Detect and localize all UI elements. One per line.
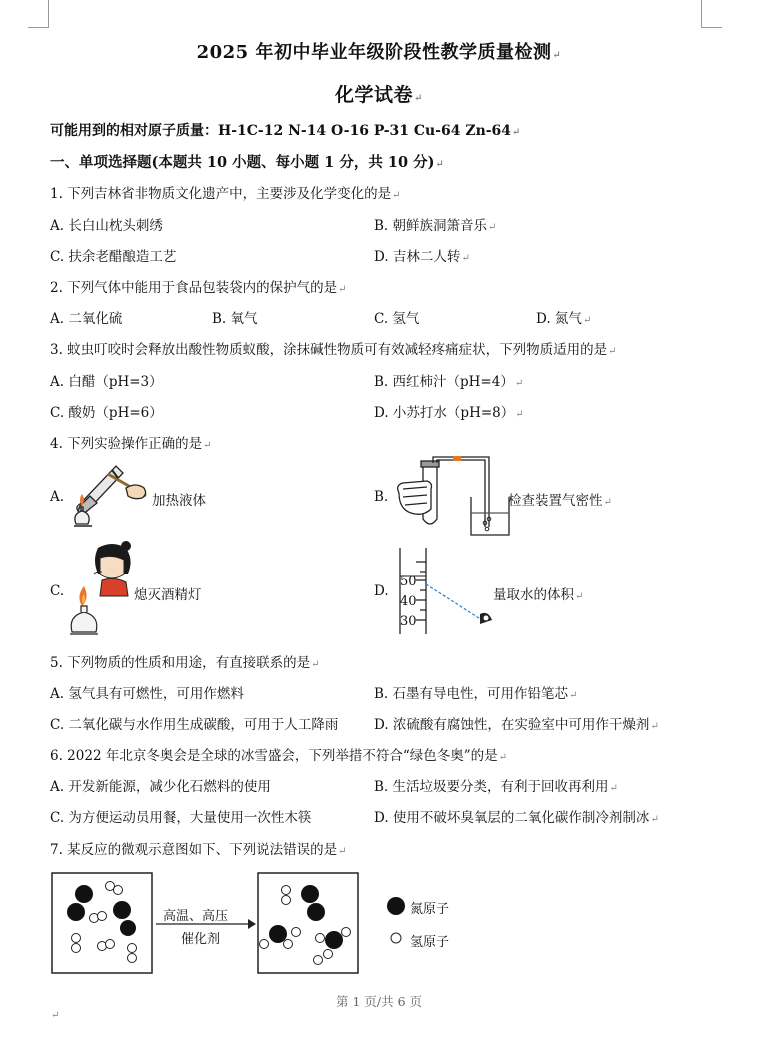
exam-subtitle: 化学试卷↵ <box>335 84 423 106</box>
q2-option-b: B. 氧气 <box>212 311 258 327</box>
question-2-stem: 2. 下列气体中能用于食品包装袋内的保护气的是↵ <box>50 280 347 296</box>
paragraph-mark: ↵ <box>51 1010 60 1021</box>
q2-option-d: D. 氮气↵ <box>536 311 592 327</box>
q6-option-b: B. 生活垃圾要分类，有利于回收再利用↵ <box>374 779 618 795</box>
q5-option-d: D. 浓硫酸有腐蚀性，在实验室中可用作干燥剂↵ <box>374 717 659 733</box>
crop-mark <box>28 27 49 28</box>
q6-option-c: C. 为方便运动员用餐，大量使用一次性木筷 <box>50 810 312 826</box>
q4-caption-c: 熄灭酒精灯 <box>134 587 202 603</box>
q2-option-a: A. 二氧化硫 <box>50 311 123 327</box>
q5-option-a: A. 氢气具有可燃性，可用作燃料 <box>50 686 244 702</box>
q3-option-b: B. 西红柿汁（pH=4）↵ <box>374 374 524 390</box>
q1-option-a: A. 长白山枕头刺绣 <box>50 218 163 234</box>
q2-option-c: C. 氢气 <box>374 311 420 327</box>
q1-option-d: D. 吉林二人转↵ <box>374 249 470 265</box>
q4-caption-b: 检查装置气密性↵ <box>508 493 612 509</box>
legend-nitrogen-atom: 氮原子 <box>410 902 450 917</box>
q4-option-a: A. <box>50 489 65 505</box>
question-4-stem: 4. 下列实验操作正确的是↵ <box>50 436 212 452</box>
cylinder-tick-40: 40 <box>400 594 417 609</box>
nitrogen-atom-symbol <box>387 897 405 915</box>
q6-option-a: A. 开发新能源，减少化石燃料的使用 <box>50 779 271 795</box>
page-footer: 第 1 页/共 6 页 <box>335 994 422 1009</box>
reaction-condition-bottom: 催化剂 <box>181 932 221 947</box>
exam-title: 2025 年初中毕业年级阶段性教学质量检测↵ <box>196 42 562 63</box>
q4-option-b: B. <box>374 489 389 505</box>
q6-option-d: D. 使用不破坏臭氧层的二氧化碳作制冷剂制冰↵ <box>374 810 659 826</box>
cylinder-tick-50: 50 <box>400 574 417 589</box>
q4-caption-d: 量取水的体积↵ <box>493 587 584 603</box>
q3-option-c: C. 酸奶（pH=6） <box>50 405 163 421</box>
reaction-diagram <box>52 872 472 974</box>
legend-hydrogen-atom: 氢原子 <box>410 935 450 950</box>
crop-mark <box>701 27 722 28</box>
section-heading: 一、单项选择题(本题共 10 小题、每小题 1 分，共 10 分)↵ <box>50 154 444 171</box>
question-6-stem: 6. 2022 年北京冬奥会是全球的冰雪盛会，下列举措不符合“绿色冬奥”的是↵ <box>50 748 508 764</box>
question-7-stem: 7. 某反应的微观示意图如下、下列说法错误的是↵ <box>50 842 347 858</box>
heating-liquid-illustration <box>66 456 150 532</box>
airtightness-check-illustration <box>393 457 513 537</box>
crop-mark <box>701 0 702 28</box>
q4-caption-a: 加热液体 <box>152 493 206 509</box>
atomic-masses: 可能用到的相对原子质量：H-1C-12 N-14 O-16 P-31 Cu-64 Zn-64↵ <box>50 123 521 139</box>
question-3-stem: 3. 蚊虫叮咬时会释放出酸性物质蚁酸，涂抹碱性物质可有效减轻疼痛症状，下列物质适用的是↵ <box>50 342 617 358</box>
reaction-condition-top: 高温、高压 <box>163 909 229 924</box>
question-1-stem: 1. 下列吉林省非物质文化遗产中，主要涉及化学变化的是↵ <box>50 186 401 202</box>
q5-option-c: C. 二氧化碳与水作用生成碳酸，可用于人工降雨 <box>50 717 339 733</box>
crop-mark <box>48 0 49 28</box>
q1-option-c: C. 扶余老醋酿造工艺 <box>50 249 177 265</box>
question-5-stem: 5. 下列物质的性质和用途，有直接联系的是↵ <box>50 655 320 671</box>
q3-option-a: A. 白醋（pH=3） <box>50 374 163 390</box>
q5-option-b: B. 石墨有导电性，可用作铅笔芯↵ <box>374 686 578 702</box>
q4-option-c: C. <box>50 583 65 599</box>
q4-option-d: D. <box>374 583 389 599</box>
cylinder-tick-30: 30 <box>400 614 417 629</box>
q3-option-d: D. 小苏打水（pH=8）↵ <box>374 405 524 421</box>
q1-option-b: B. 朝鲜族洞箫音乐↵ <box>374 218 497 234</box>
extinguish-lamp-illustration <box>68 540 136 636</box>
